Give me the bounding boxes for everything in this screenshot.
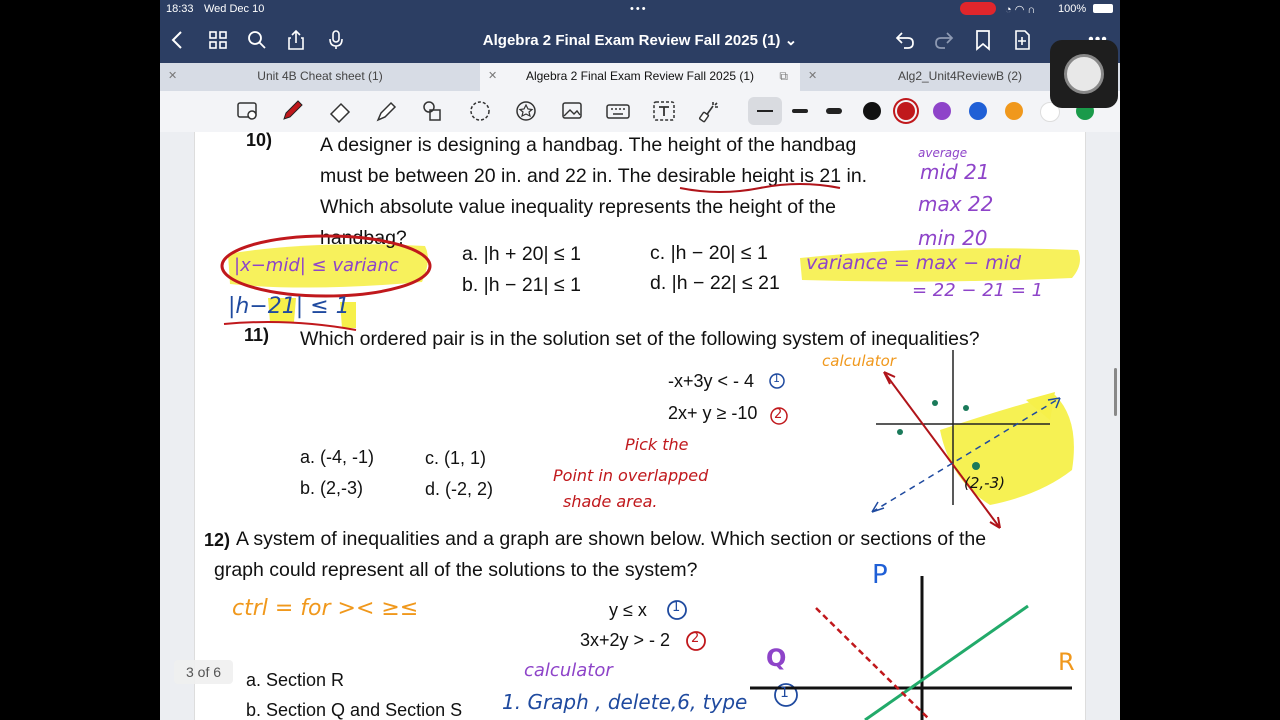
- graph-section-p: P: [872, 560, 888, 590]
- page-indicator: 3 of 6: [174, 660, 233, 684]
- q10-option-d: d. |h − 22| ≤ 21: [650, 272, 780, 294]
- split-view-icon[interactable]: ⧉: [779, 69, 788, 83]
- note-pick-line1: Pick the: [625, 435, 689, 454]
- multitask-dots-icon[interactable]: •••: [630, 3, 648, 15]
- graph-section-q: Q: [766, 644, 787, 672]
- note-ctrl: ctrl = for >< ≥≤: [232, 596, 419, 621]
- q12-option-a: a. Section R: [246, 670, 345, 690]
- q11-number: 11): [244, 325, 270, 345]
- q12-inequality-2: 3x+2y > - 2: [580, 630, 671, 650]
- q11-option-c: c. (1, 1): [425, 448, 487, 468]
- close-tab-icon[interactable]: ✕: [808, 70, 818, 82]
- circled-2-q11: 2: [774, 407, 783, 422]
- close-tab-icon[interactable]: ✕: [488, 70, 498, 82]
- q12-line1: A system of inequalities and a graph are shown below. Which section or sections of the: [236, 528, 987, 550]
- screen-record-button[interactable]: [1050, 40, 1118, 108]
- tab-algebra2-final-review[interactable]: ✕ Algebra 2 Final Exam Review Fall 2025 (1) ⧉: [480, 63, 800, 91]
- scrollbar[interactable]: [1114, 368, 1117, 416]
- circled-1-q11: 1: [773, 372, 780, 385]
- tab-unit4b-cheat-sheet[interactable]: ✕ Unit 4B Cheat sheet (1): [160, 63, 480, 91]
- status-time: 18:33: [166, 3, 194, 15]
- q10-option-b: b. |h − 21| ≤ 1: [462, 274, 581, 296]
- graph-section-r: R: [1058, 648, 1075, 676]
- q12-number: 12): [204, 530, 231, 550]
- note-mid: mid 21: [920, 160, 990, 184]
- status-date: Wed Dec 10: [204, 3, 265, 15]
- q12-option-b: b. Section Q and Section S: [246, 700, 463, 720]
- q10-line1: A designer is designing a handbag. The height of the handbag: [320, 134, 857, 156]
- q11-option-d: d. (-2, 2): [425, 479, 494, 499]
- q10-option-c: c. |h − 20| ≤ 1: [650, 242, 768, 264]
- ipad-screen: [160, 0, 1120, 720]
- note-steps: 1. Graph , delete,6, type: [502, 690, 748, 714]
- document-title[interactable]: Algebra 2 Final Exam Review Fall 2025 (1) ⌄: [482, 32, 798, 49]
- note-average: average: [918, 146, 968, 160]
- note-pick-line2: Point in overlapped: [553, 466, 709, 485]
- circled-1-steps: 1: [780, 685, 789, 701]
- q11-inequality-1: -x+3y < - 4: [668, 371, 755, 391]
- q12-inequality-1: y ≤ x: [609, 600, 647, 620]
- note-abs-formula: |x−mid| ≤ varianc: [234, 255, 399, 276]
- note-variance-formula: variance = max − mid: [806, 252, 1022, 274]
- note-answer: |h−21| ≤ 1: [228, 294, 350, 319]
- tab-alg2-unit4reviewb[interactable]: ✕ Alg2_Unit4ReviewB (2): [800, 63, 1120, 91]
- q11-option-b: b. (2,-3): [300, 478, 364, 498]
- q10-line3: Which absolute value inequality represents the height of the: [320, 196, 836, 218]
- note-point: (2,-3): [964, 474, 1005, 492]
- note-max: max 22: [918, 192, 994, 216]
- note-variance-calc: = 22 − 21 = 1: [912, 280, 1044, 301]
- q10-line2: must be between 20 in. and 22 in. The desirable height is 21 in.: [320, 165, 868, 187]
- q12-line2: graph could represent all of the solutions to the system?: [214, 559, 698, 581]
- record-icon: [1064, 54, 1104, 94]
- q10-option-a: a. |h + 20| ≤ 1: [462, 243, 581, 265]
- q11-option-a: a. (-4, -1): [300, 447, 375, 467]
- close-tab-icon[interactable]: ✕: [168, 70, 178, 82]
- q11-inequality-2: 2x+ y ≥ -10: [668, 403, 758, 423]
- q11-text: Which ordered pair is in the solution set of the following system of inequalities?: [300, 328, 980, 350]
- q10-line4: handbag?: [320, 227, 407, 249]
- circled-2-q12: 2: [691, 631, 700, 646]
- note-calculator-q11: calculator: [822, 352, 896, 370]
- circled-1-q12: 1: [672, 600, 681, 615]
- battery-level: 100%: [1058, 3, 1087, 15]
- note-min: min 20: [918, 226, 988, 250]
- q10-number: 10): [246, 130, 273, 150]
- note-pick-line3: shade area.: [563, 492, 658, 511]
- note-calculator-q12: calculator: [524, 660, 613, 681]
- wifi-icon: ◔ ◠ ∩: [1005, 4, 1036, 16]
